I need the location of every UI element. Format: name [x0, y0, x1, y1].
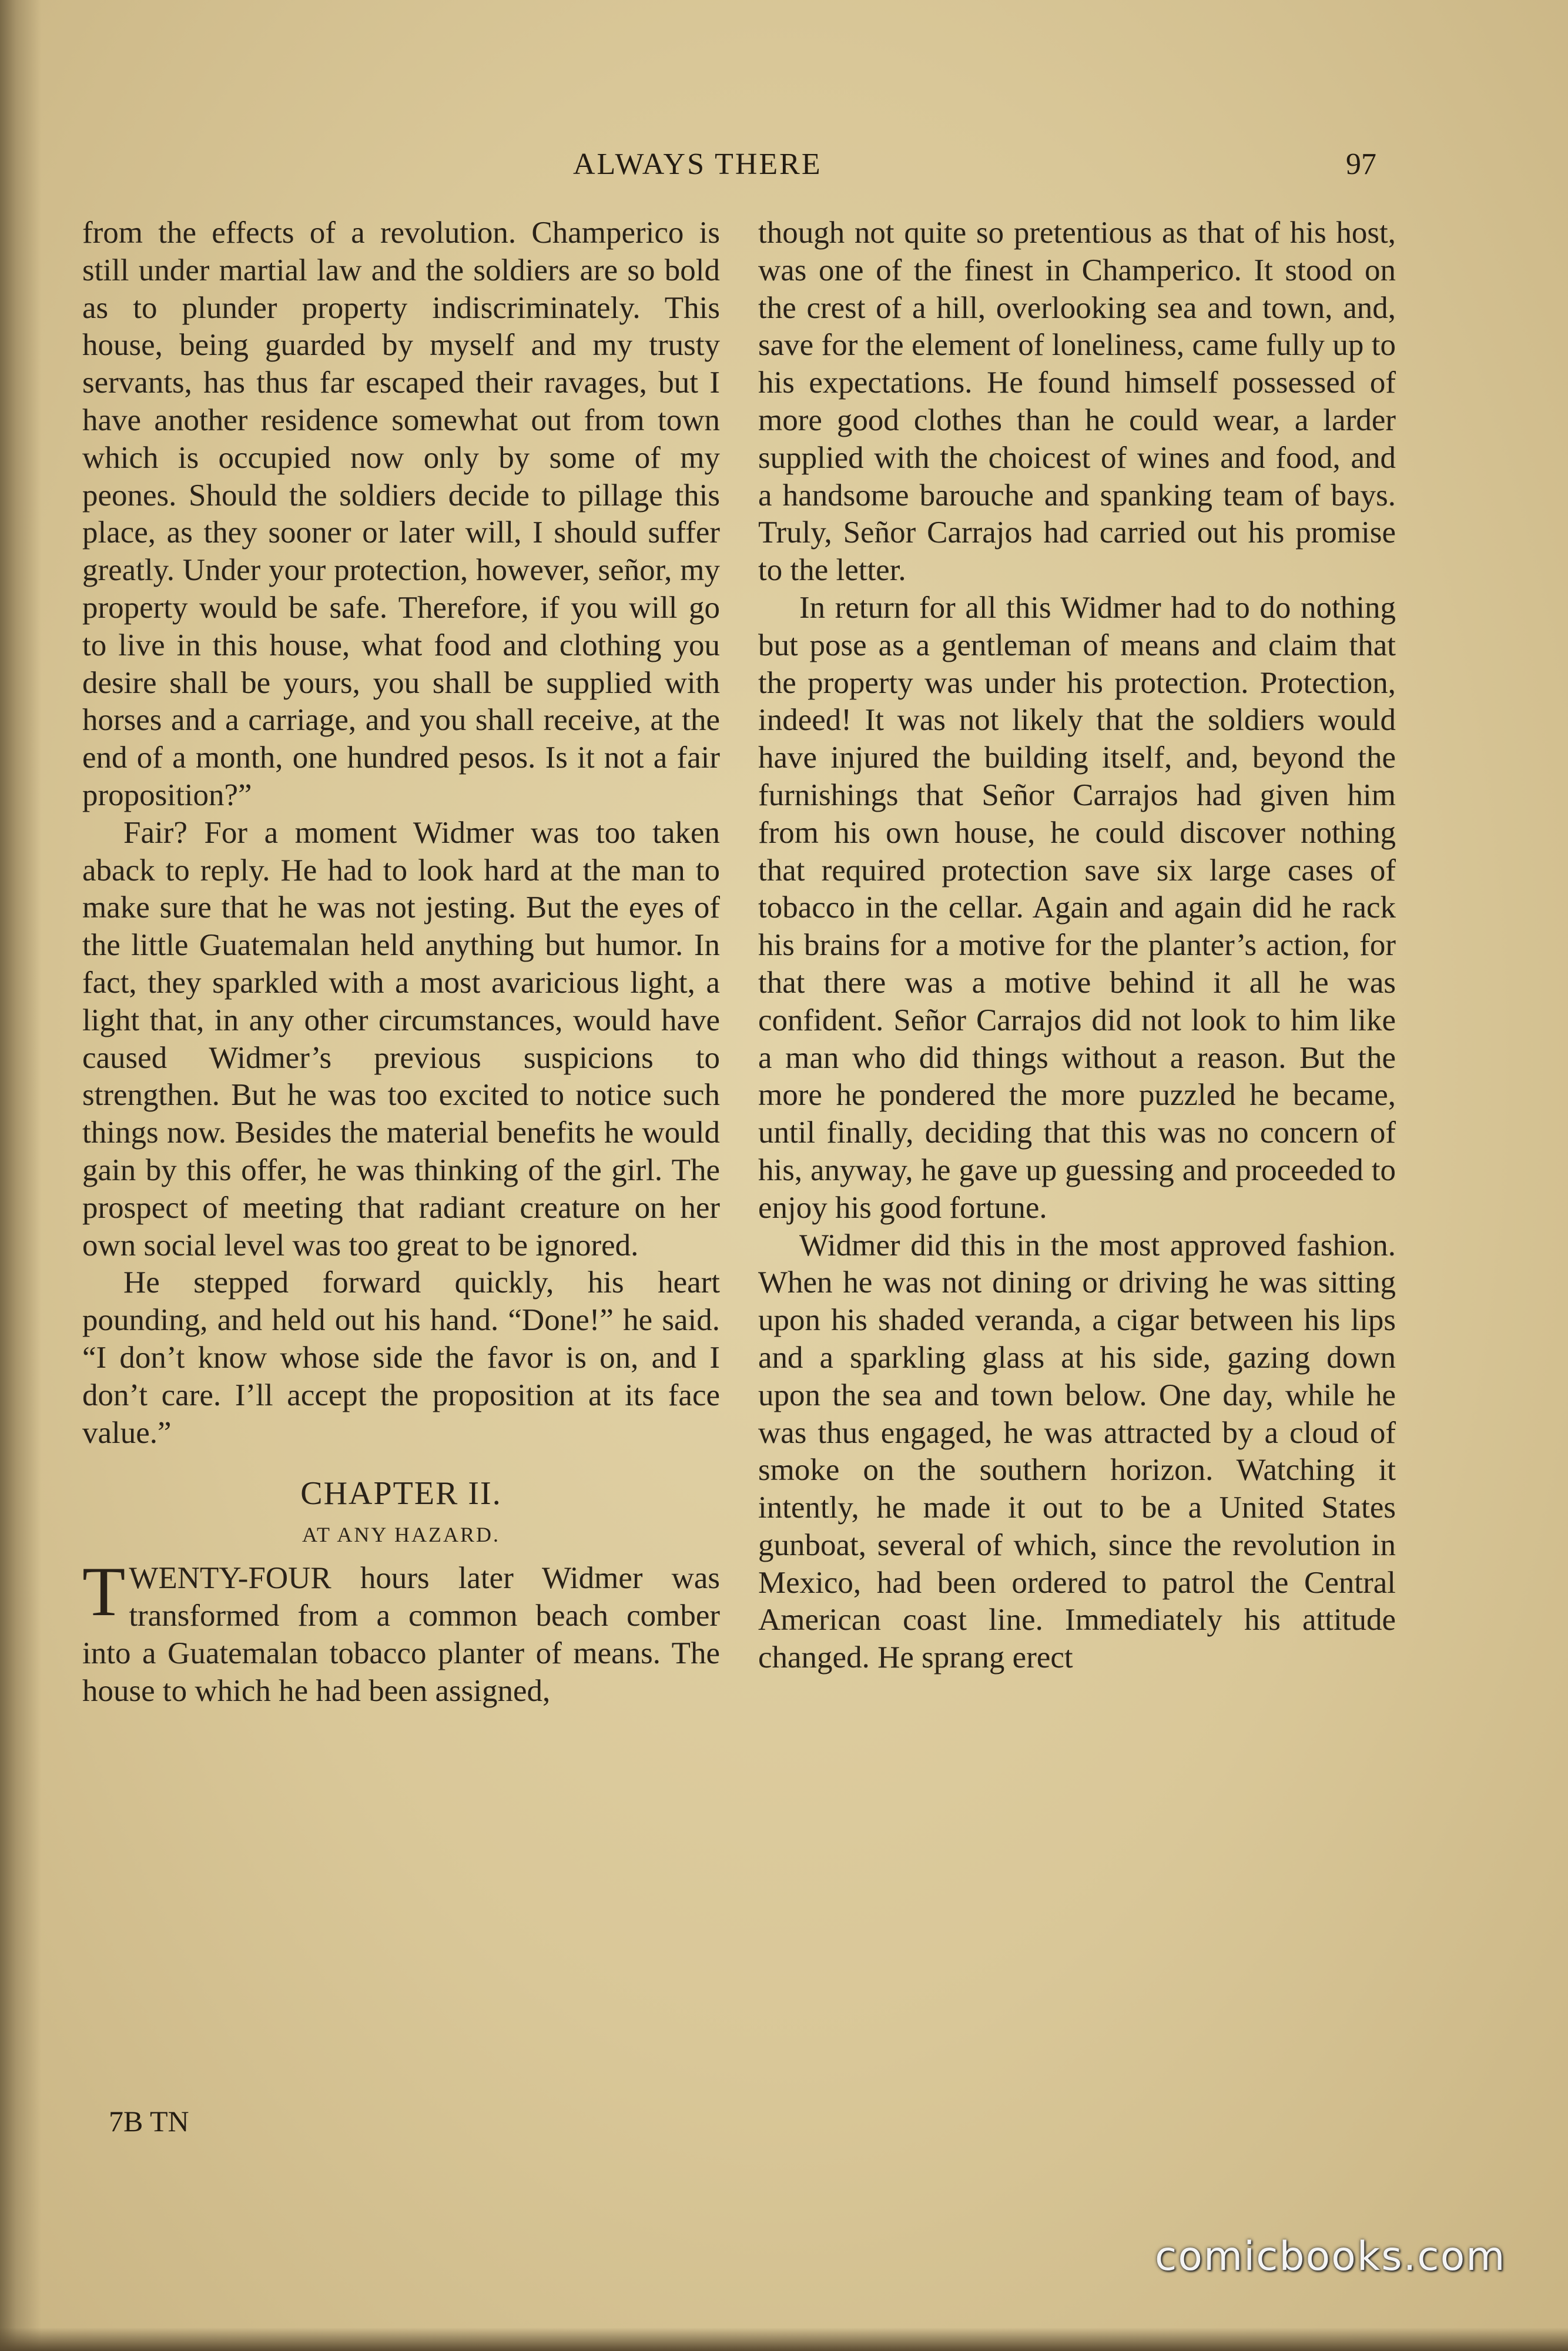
- running-title: ALWAYS THERE: [573, 148, 822, 181]
- right-paragraph-2: In return for all this Widmer had to do nothing but pose as a gentleman of means and claim that the property was under his protection. Protection, indeed! It was not likely that the soldiers would have injured the building itself, and, beyond the furnishings that Señor Carrajos had given him from his own house, he could discover nothing that required protection save six large cases of tobacco in the cellar. Again and again did he rack his brains for a motive for the planter’s action, for that there was a motive behind it all he was confident. Señor Carrajos did not look to him like a man who did things without a reason. But the more he pondered the more puzzled he became, until finally, deciding that this was no concern of his, anyway, he gave up guessing and proceeded to enjoy his good fortune.: [758, 590, 1396, 1225]
- left-paragraph-2: Fair? For a moment Widmer was too taken aback to reply. He had to look hard at the man to make sure that he was not jesting. But the eyes of the little Guatemalan held anything but humor. In fact, they sparkled with a most avaricious light, a light that, in any other circumstances, would have caused Widmer’s previous suspicions to strengthen. But he was too excited to notice such things now. Besides the material benefits he would gain by this offer, he was thinking of the girl. The prospect of meeting that radiant creature on her own social level was too great to be ignored.: [82, 815, 720, 1262]
- left-paragraph-4: [82, 1552, 720, 1710]
- page-bottom-edge: [0, 2327, 1568, 2351]
- signature-mark: 7B TN: [109, 2105, 189, 2138]
- left-paragraph-1: from the effects of a revolution. Champerico is still under martial law and the soldiers are so bold as to plunder property indiscriminately. This house, being guarded by myself and my trusty servants, has thus far escaped their ravages, but I have another residence somewhat out from town which is occupied now only by some of my peones. Should the soldiers decide to pillage this place, as they sooner or later will, I should suffer greatly. Under your protection, however, señor, my property would be safe. Therefore, if you will go to live in this house, what food and clothing you desire shall be yours, you shall be supplied with horses and a carriage, and you shall receive, at the end of a month, one hundred pesos. Is it not a fair proposition?”: [82, 216, 720, 812]
- left-paragraph-4-text: WENTY-FOUR hours later Widmer was transformed from a common beach comber into a Guatemalan tobacco planter of means. The house to which he had been assigned,: [82, 1561, 720, 1708]
- right-column: [758, 215, 1396, 1677]
- right-paragraph-1: though not quite so pretentious as that of his host, was one of the finest in Champerico. It stood on the crest of a hill, overlooking sea and town, and, save for the element of loneliness, came fully up to his expectations. He found himself possessed of more good clothes than he could wear, a larder supplied with the choicest of wines and food, and a handsome barouche and spanking team of bays. Truly, Señor Carrajos had carried out his promise to the letter.: [758, 216, 1396, 588]
- right-paragraph-3: Widmer did this in the most approved fashion. When he was not dining or driving he was sitting upon his shaded veranda, a cigar between his lips and a sparkling glass at his side, gazing down upon the sea and town below. One day, while he was thus engaged, he was attracted by a cloud of smoke on the southern horizon. Watching it intently, he made it out to be a United States gunboat, several of which, since the revolution in Mexico, had been ordered to patrol the Central American coast line. Immediately his attitude changed. He sprang erect: [758, 1228, 1396, 1675]
- left-paragraph-3: He stepped forward quickly, his heart pounding, and held out his hand. “Done!” he said. “I don’t know whose side the favor is on, and I don’t care. I’ll accept the proposition at its face value.”: [82, 1265, 720, 1450]
- drop-cap: T: [82, 1552, 126, 1631]
- chapter-subtitle: AT ANY HAZARD.: [301, 1523, 500, 1547]
- page-number: 97: [1346, 148, 1376, 181]
- site-watermark: comicbooks.com: [1155, 2233, 1506, 2280]
- chapter-title: CHAPTER II.: [300, 1475, 502, 1512]
- left-column: [82, 215, 720, 1710]
- spine-shadow: [0, 0, 41, 2351]
